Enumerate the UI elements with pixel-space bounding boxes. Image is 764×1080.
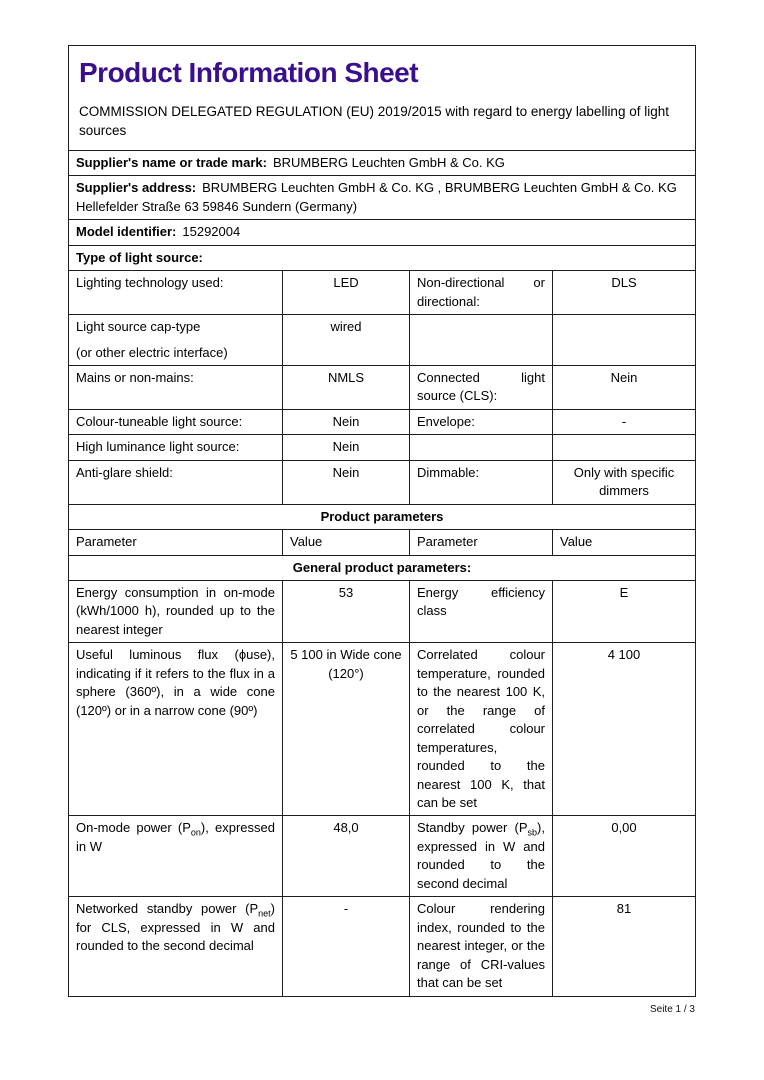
table-row [69, 897, 696, 996]
parameter-cell [69, 897, 283, 996]
value-cell: wired [283, 315, 410, 366]
value-cell: 53 [283, 581, 410, 643]
value-cell: E [553, 581, 696, 643]
column-header-value: Value [553, 530, 696, 555]
value-cell: Only with specific dimmers [553, 460, 696, 504]
model-identifier-label: Model identifier: [76, 224, 177, 240]
parameter-cell [410, 435, 553, 460]
supplier-name-value: BRUMBERG Leuchten GmbH & Co. KG [272, 154, 505, 170]
parameter-text: ) for CLS, expressed in W and rounded to the second decimal [76, 901, 275, 954]
parameter-cell [410, 315, 553, 366]
supplier-address-label: Supplier's address: [76, 180, 197, 196]
product-parameters-section-row [69, 504, 696, 529]
model-identifier-value: 15292004 [182, 224, 241, 240]
parameter-text: ), expressed in W [76, 820, 275, 854]
column-header-value: Value [283, 530, 410, 555]
parameter-text: Standby power (P [417, 820, 528, 836]
parameter-cell: Correlated colour temperature, rounded to the nearest 100 K, or the range of correlated colour temperatures, rounded to the nearest 100 K, that can be set [410, 643, 553, 816]
value-cell: Nein [283, 460, 410, 504]
parameter-text: Networked standby power (P [76, 901, 259, 917]
title-cell [69, 46, 696, 151]
title-row [69, 46, 696, 151]
column-header-parameter: Parameter [410, 530, 553, 555]
supplier-address-cell [69, 176, 696, 220]
general-parameters-heading: General product parameters: [69, 555, 696, 580]
value-cell: 0,00 [553, 816, 696, 897]
table-row [69, 409, 696, 434]
value-cell: NMLS [283, 365, 410, 409]
table-row [69, 581, 696, 643]
model-identifier-cell [69, 220, 696, 245]
parameter-cell: Non-directional or directional: [410, 271, 553, 315]
table-row [69, 816, 696, 897]
product-parameters-heading: Product parameters [69, 504, 696, 529]
cap-type-line2: (or other electric interface) [76, 344, 228, 360]
parameter-cell: Envelope: [410, 409, 553, 434]
value-cell: Nein [553, 365, 696, 409]
parameter-cell: Colour-tuneable light source: [69, 409, 283, 434]
value-cell [553, 435, 696, 460]
table-row [69, 365, 696, 409]
value-cell: Nein [283, 409, 410, 434]
product-info-table [68, 45, 696, 997]
parameter-cell: Useful luminous flux (ϕuse), indicating if it refers to the flux in a sphere (360º), in a wide cone (120º) or in a narrow cone (90º) [69, 643, 283, 816]
parameter-cell: Colour rendering index, rounded to the nearest integer, or the range of CRI-values that can be set [410, 897, 553, 996]
supplier-address-row [69, 176, 696, 220]
parameter-text: On-mode power (P [76, 820, 191, 836]
type-of-light-source-cell [69, 245, 696, 270]
table-row [69, 315, 696, 366]
subscript-text: sb [527, 828, 538, 839]
supplier-name-row [69, 150, 696, 175]
value-cell [553, 315, 696, 366]
subscript-text: on [190, 828, 201, 839]
value-cell: DLS [553, 271, 696, 315]
value-cell: - [553, 409, 696, 434]
table-row [69, 271, 696, 315]
type-of-light-source-row [69, 245, 696, 270]
type-of-light-source-label: Type of light source: [76, 249, 203, 265]
parameter-cell: Lighting technology used: [69, 271, 283, 315]
table-row [69, 643, 696, 816]
column-header-row [69, 530, 696, 555]
value-cell: 4 100 [553, 643, 696, 816]
value-cell: Nein [283, 435, 410, 460]
regulation-text: COMMISSION DELEGATED REGULATION (EU) 2019/2015 with regard to energy labelling of light sources [79, 103, 669, 139]
general-parameters-section-row [69, 555, 696, 580]
value-cell: 48,0 [283, 816, 410, 897]
parameter-cell [69, 315, 283, 366]
subscript-text: net [258, 908, 271, 919]
parameter-cell: Energy efficiency class [410, 581, 553, 643]
value-cell: 81 [553, 897, 696, 996]
supplier-name-cell [69, 150, 696, 175]
table-row [69, 435, 696, 460]
parameter-cell: Mains or non-mains: [69, 365, 283, 409]
parameter-cell: Connected light source (CLS): [410, 365, 553, 409]
cap-type-line1: Light source cap-type [76, 319, 201, 335]
parameter-cell [410, 816, 553, 897]
supplier-address-value: BRUMBERG Leuchten GmbH & Co. KG , BRUMBERG Leuchten GmbH & Co. KG Hellefelder Straße 63 59846 Sundern (Germany) [76, 180, 677, 214]
page-number: Seite 1 / 3 [649, 1004, 695, 1015]
parameter-cell: Dimmable: [410, 460, 553, 504]
parameter-cell: Anti-glare shield: [69, 460, 283, 504]
parameter-cell [69, 816, 283, 897]
value-cell: LED [283, 271, 410, 315]
parameter-cell: High luminance light source: [69, 435, 283, 460]
table-row [69, 460, 696, 504]
page-title: Product Information Sheet [79, 57, 419, 88]
column-header-parameter: Parameter [69, 530, 283, 555]
parameter-cell: Energy consumption in on-mode (kWh/1000 h), rounded up to the nearest integer [69, 581, 283, 643]
value-cell: - [283, 897, 410, 996]
parameter-text: ), expressed in W and rounded to the second decimal [417, 820, 545, 891]
supplier-name-label: Supplier's name or trade mark: [76, 154, 267, 170]
value-cell: 5 100 in Wide cone (120°) [283, 643, 410, 816]
model-identifier-row [69, 220, 696, 245]
